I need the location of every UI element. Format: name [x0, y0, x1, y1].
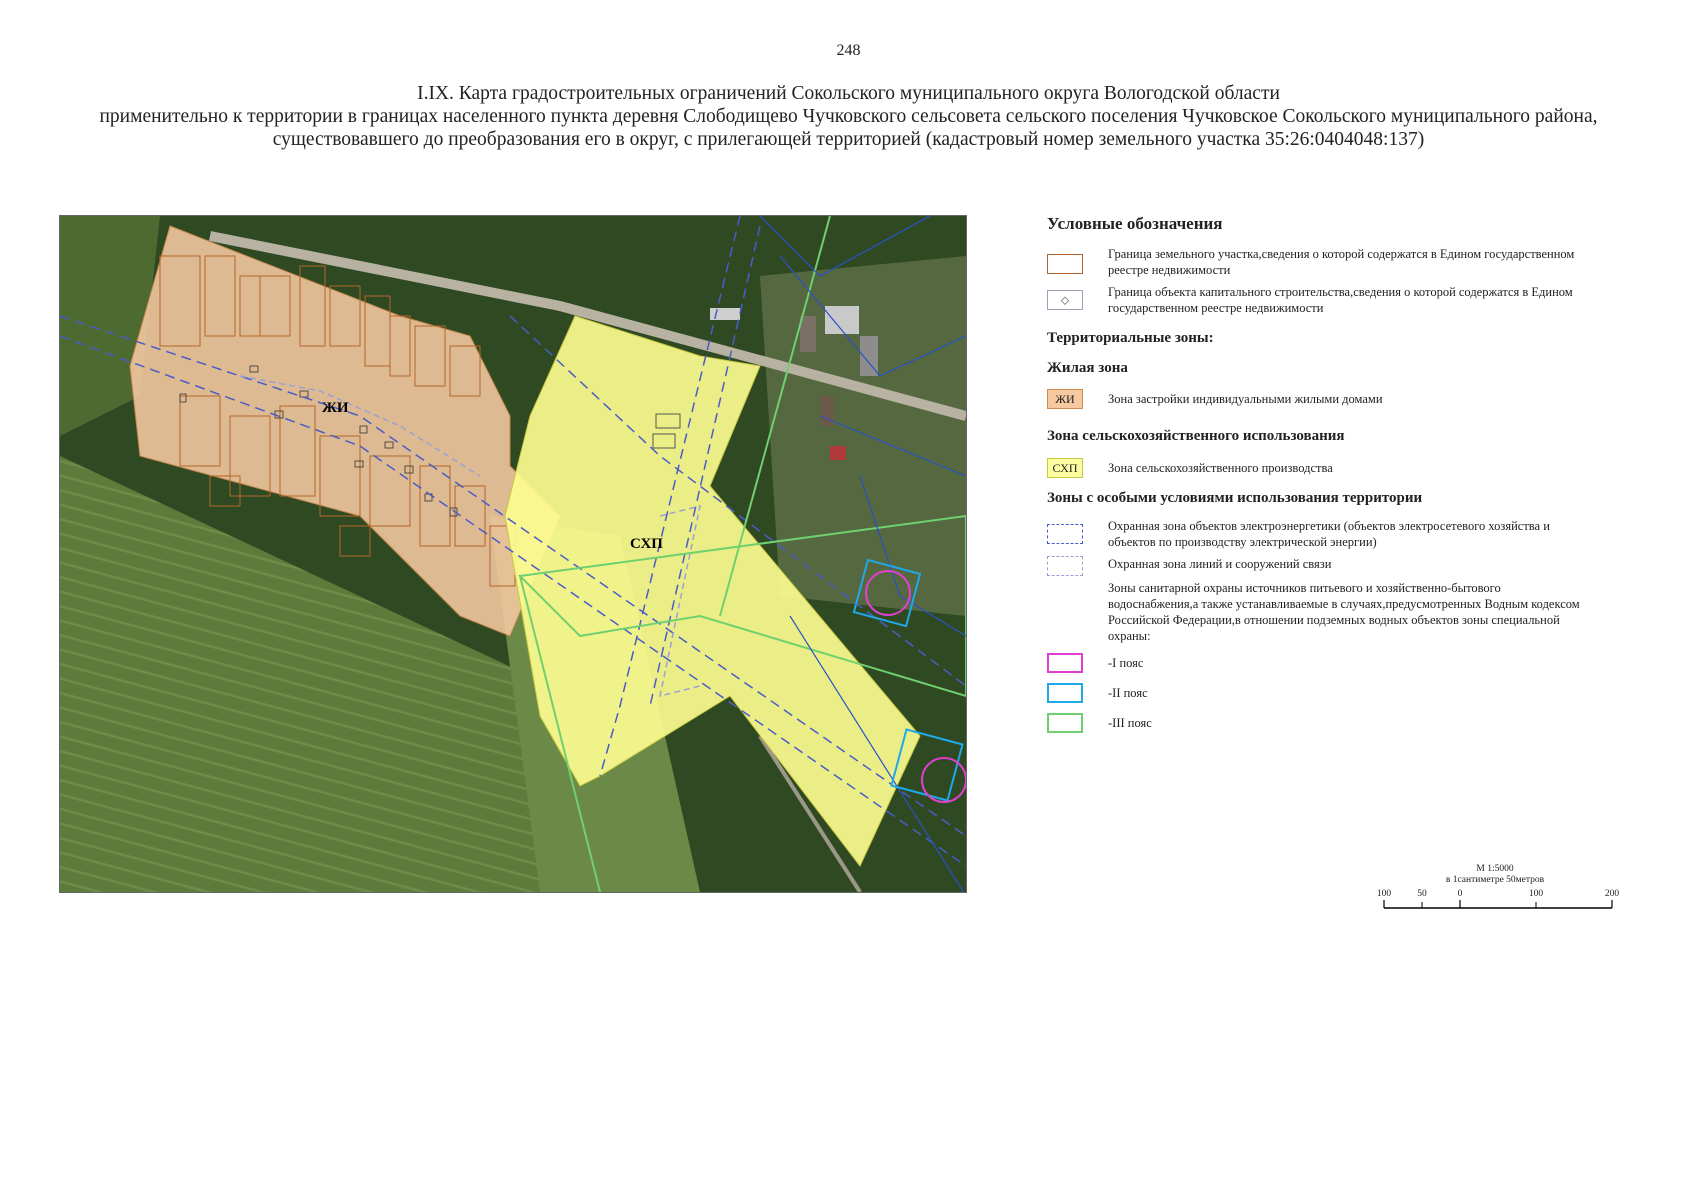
building [830, 446, 846, 460]
legend-text-electro: Охранная зона объектов электроэнергетики (объектов электросетевого хозяйства и объектов по производству электрической энергии) [1108, 519, 1550, 549]
legend-text-belt1: -I пояс [1108, 656, 1144, 670]
legend-text-shp: Зона сельскохозяйственного производства [1108, 461, 1333, 475]
scale-subtitle: в 1сантиметре 50метров [1445, 875, 1545, 885]
map-svg [60, 216, 966, 892]
page-number: 248 [836, 42, 861, 59]
zone-label-zhi: ЖИ [322, 400, 349, 416]
legend-text-parcel-boundary: Граница земельного участка,сведения о которой содержатся в Едином государственном реестре недвижимости [1108, 247, 1575, 277]
legend-heading: Условные обозначения [1047, 214, 1223, 233]
map-title [40, 82, 1657, 151]
scale-line [1370, 862, 1630, 912]
comm-zone-swatch [1047, 556, 1083, 576]
legend-text-sanitary: Зоны санитарной охраны источников питьевого и хозяйственно-бытового водоснабжения,а также устанавливаемые в случаях,предусмотренных Водным кодексом Российской Федерации,в отношении подземных водных объектов зоны специальной охраны: [1108, 581, 1580, 643]
building-boundary-swatch: ⬦ [1047, 290, 1083, 310]
legend-section-special: Зоны с особыми условиями использования территории [1047, 490, 1423, 506]
legend-text-belt2: -II пояс [1108, 686, 1148, 700]
belt1-swatch [1047, 653, 1083, 673]
scale-tick-label: 200 [1604, 889, 1620, 899]
scale-tick-label: 100 [1376, 889, 1392, 899]
legend-section-residential: Жилая зона [1047, 360, 1128, 376]
legend-text-comm: Охранная зона линий и сооружений связи [1108, 557, 1332, 571]
legend-text-building-boundary: Граница объекта капитального строительства,сведения о которой содержатся в Едином государственном реестре недвижимости [1108, 285, 1573, 315]
zone-label-shp: СХП [630, 536, 663, 552]
legend-section-territorial: Территориальные зоны: [1047, 330, 1214, 346]
legend-section-agricultural: Зона сельскохозяйственного использования [1047, 428, 1345, 444]
scale-bar [1370, 862, 1630, 912]
title-line-3: существовавшего до преобразования его в округ, с прилегающей территорией (кадастровый номер земельного участка 35:26:0404048:137) [272, 129, 1425, 150]
electro-zone-swatch [1047, 524, 1083, 544]
legend-text-zhi: Зона застройки индивидуальными жилыми домами [1108, 392, 1383, 406]
title-line-2: применительно к территории в границах населенного пункта деревня Слободищево Чучковского сельсовета сельского поселения Чучковское Сокольского муниципального района, [99, 106, 1598, 127]
scale-title: М 1:5000 [1476, 864, 1514, 874]
village-east [760, 256, 966, 616]
zhi-swatch: ЖИ [1047, 389, 1083, 409]
belt2-swatch [1047, 683, 1083, 703]
scale-tick-label: 0 [1457, 889, 1463, 899]
map-canvas[interactable] [59, 215, 967, 893]
title-line-1: I.IX. Карта градостроительных ограничений Сокольского муниципального округа Вологодской области [417, 83, 1280, 104]
parcel-boundary-swatch [1047, 254, 1083, 274]
scale-tick-label: 100 [1528, 889, 1544, 899]
shp-swatch: СХП [1047, 458, 1083, 478]
building [800, 316, 816, 352]
legend-text-belt3: -III пояс [1108, 716, 1152, 730]
scale-tick-label: 50 [1417, 889, 1427, 899]
belt3-swatch [1047, 713, 1083, 733]
